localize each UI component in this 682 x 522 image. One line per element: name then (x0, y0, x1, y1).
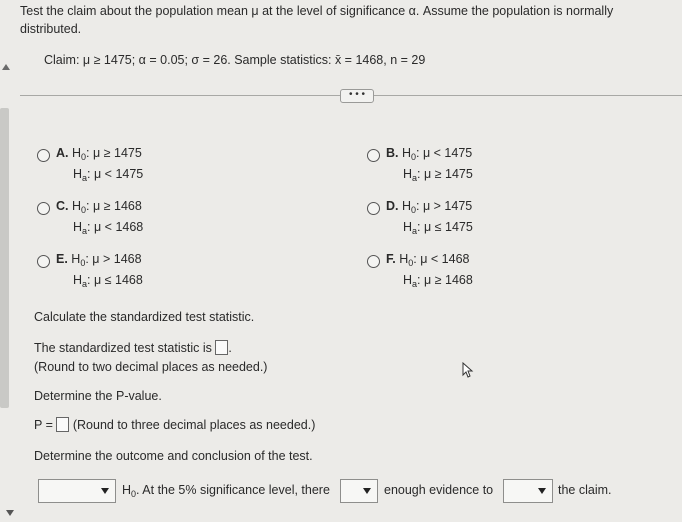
option-f-ha: $H_a$: μ ≥ 1468 (403, 273, 473, 289)
pvalue-input[interactable] (56, 417, 69, 432)
option-b-h0[interactable]: B. $H_0$: μ < 1475 (386, 146, 473, 162)
radio-option-c[interactable] (37, 202, 50, 215)
conclusion-text-1: $H_0$. At the 5% significance level, there (122, 483, 330, 499)
option-f-h0[interactable]: F. $H_0$: μ < 1468 (386, 252, 470, 268)
option-d-h0[interactable]: D. $H_0$: μ > 1475 (386, 199, 473, 215)
radio-option-f[interactable] (367, 255, 380, 268)
expand-dots-button[interactable]: • • • (340, 89, 374, 103)
claim-text: μ ≥ 1475; α = 0.05; σ = 26. Sample statistics: x̄ = 1468, n = 29 (82, 53, 426, 67)
claim (44, 53, 425, 67)
option-a-h0[interactable]: A. $H_0$: μ ≥ 1475 (56, 146, 142, 162)
stat-line: The standardized test statistic is . (34, 341, 232, 355)
option-letter: C. (56, 199, 69, 213)
stat-round-note: (Round to two decimal places as needed.) (34, 360, 268, 374)
option-c-ha: $H_a$: μ < 1468 (73, 220, 144, 236)
option-letter: E. (56, 252, 68, 266)
conclusion-text-2: enough evidence to (384, 483, 494, 497)
chevron-down-icon (363, 488, 371, 494)
option-letter: A. (56, 146, 69, 160)
chevron-down-icon (538, 488, 546, 494)
problem-line-1: Test the claim about the population mean μ at the level of significance α. Assume the population is normally (20, 4, 614, 18)
conclusion-text-3: the claim. (558, 483, 612, 497)
evidence-dropdown[interactable] (340, 479, 378, 503)
radio-option-a[interactable] (37, 149, 50, 162)
calc-prompt: Calculate the standardized test statistic. (34, 310, 255, 324)
option-b-ha: $H_a$: μ ≥ 1475 (403, 167, 473, 183)
scrollbar[interactable] (0, 108, 9, 408)
option-e-ha: $H_a$: μ ≤ 1468 (73, 273, 143, 289)
radio-option-d[interactable] (367, 202, 380, 215)
scroll-down-arrow-icon[interactable] (6, 510, 14, 516)
radio-option-e[interactable] (37, 255, 50, 268)
claim-action-dropdown[interactable] (503, 479, 553, 503)
pvalue-prompt: Determine the P-value. (34, 389, 162, 403)
mouse-cursor-icon (462, 362, 474, 378)
pvalue-line: P = (Round to three decimal places as needed.) (34, 418, 316, 432)
test-statistic-input[interactable] (215, 340, 228, 355)
decision-dropdown[interactable] (38, 479, 116, 503)
option-letter: D. (386, 199, 399, 213)
outcome-prompt: Determine the outcome and conclusion of the test. (34, 449, 313, 463)
problem-line-2: distributed. (20, 22, 82, 36)
option-c-h0[interactable]: C. $H_0$: μ ≥ 1468 (56, 199, 142, 215)
radio-option-b[interactable] (367, 149, 380, 162)
option-d-ha: $H_a$: μ ≤ 1475 (403, 220, 473, 236)
option-letter: B. (386, 146, 399, 160)
option-a-ha: $H_a$: μ < 1475 (73, 167, 144, 183)
chevron-down-icon (101, 488, 109, 494)
scroll-up-arrow-icon[interactable] (2, 64, 10, 70)
option-letter: F. (386, 252, 396, 266)
claim-label: Claim: (44, 53, 80, 67)
option-e-h0[interactable]: E. $H_0$: μ > 1468 (56, 252, 142, 268)
